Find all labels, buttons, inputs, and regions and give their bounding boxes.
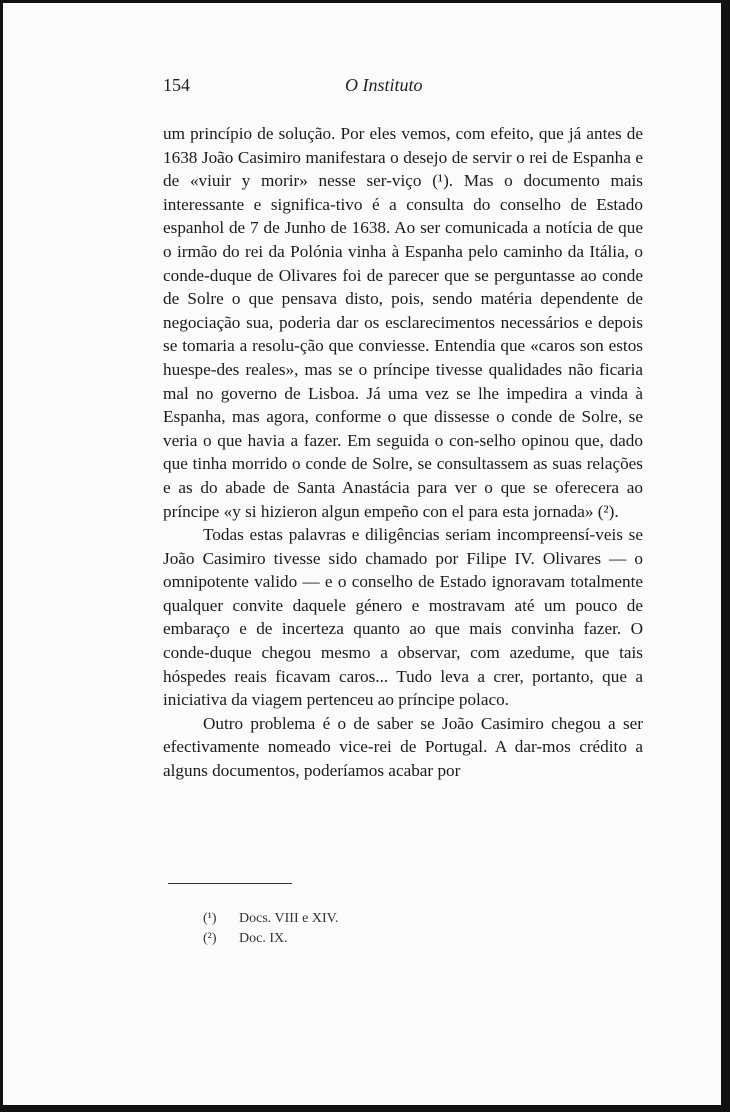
footnote-text: Doc. IX. (239, 931, 288, 946)
footnote-mark: (¹) (203, 911, 217, 926)
footnote-text: Docs. VIII e XIV. (239, 911, 339, 926)
footnotes (203, 909, 338, 949)
page-header (163, 75, 643, 99)
running-title: O Instituto (345, 75, 423, 95)
paragraph-1: um princípio de solução. Por eles vemos, com efeito, que já antes de 1638 João Casimiro manifestara o desejo de servir o rei de Espanha e de «viuir y morir» nesse ser-viço (¹). Mas o documento mais interessante e significa-tivo é a consulta do conselho de Estado espanhol de 7 de Junho de 1638. Ao ser comunicada a notícia de que o irmão do rei da Polónia vinha à Espanha pelo caminho da Itália, o conde-duque de Olivares foi de parecer que se perguntasse ao conde de Solre o que pensava disto, pois, sendo matéria dependente de negociação sua, poderia dar os esclarecimentos necessários e depois se tomaria a resolu-ção que conviesse. Entendia que «caros son estos huespe-des reales», mas se o príncipe tivesse qualidades não ficaria mal no governo de Lisboa. Já uma vez se lhe impedira a vinda à Espanha, mas agora, conforme o que dissesse o conde de Solre, se veria o que havia a fazer. Em seguida o con-selho opinou que, dado que tinha morrido o conde de Solre, se consultassem as suas relações e as do abade de Santa Anastácia para ver o que se oferecera ao príncipe «y si hizieron algun empeño con el para esta jornada» (²). (163, 124, 643, 521)
footnote-2 (203, 929, 338, 949)
paragraph-3: Outro problema é o de saber se João Casimiro chegou a ser efectivamente nomeado vice-rei de Portugal. A dar-mos crédito a alguns documentos, poderíamos acabar por (163, 713, 643, 781)
footnote-1 (203, 909, 338, 929)
footnote-divider (168, 883, 292, 884)
book-page (3, 3, 721, 1105)
paragraph-2: Todas estas palavras e diligências seriam incompreensí-veis se João Casimiro tivesse sido chamado por Filipe IV. Olivares — o omnipotente valido — e o conselho de Estado ignoravam totalmente qualquer convite daquele género e mostravam até um pouco de embaraço e de incerteza quanto ao que mais convinha fazer. O conde-duque chegou mesmo a observar, com azedume, que tais hóspedes reais ficavam caros... Tudo leva a crer, portanto, que a iniciativa da viagem pertenceu ao príncipe polaco. (163, 525, 643, 710)
body-text (163, 122, 643, 783)
page-number: 154 (163, 75, 190, 95)
footnote-mark: (²) (203, 931, 217, 946)
